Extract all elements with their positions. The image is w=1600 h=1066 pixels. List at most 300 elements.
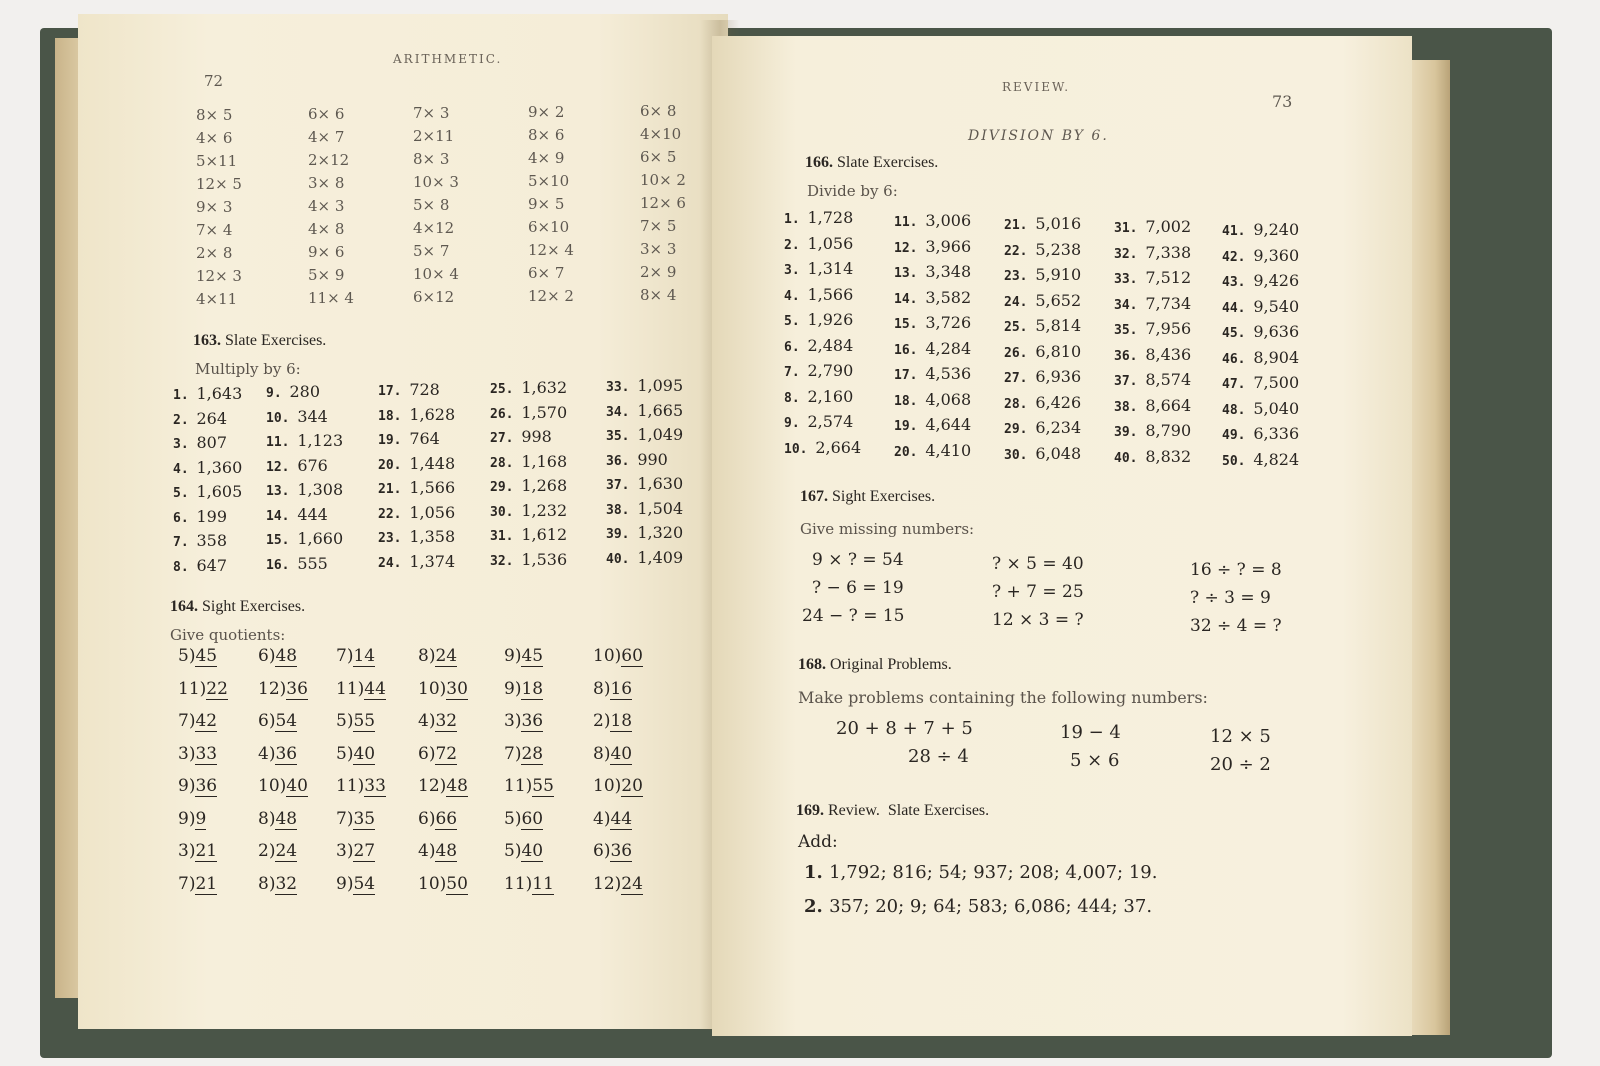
item-value: 5,814: [1035, 316, 1082, 335]
exercise-item: [266, 382, 320, 401]
section-title: Slate Exercises.: [837, 154, 939, 171]
division-problem: [593, 646, 643, 666]
item-value: 9,426: [1253, 271, 1300, 290]
item-value: 8,574: [1145, 370, 1192, 389]
section-title: Slate Exercises.: [225, 332, 327, 349]
exercise-item: [490, 452, 567, 471]
exercise-item: [1222, 424, 1299, 443]
exercise-item: [606, 523, 683, 542]
item-number: 42.: [1222, 249, 1254, 265]
item-value: 1,628: [409, 404, 456, 424]
exercise-item: [1222, 450, 1299, 469]
multiplication-fact: 2×11: [413, 127, 455, 145]
division-problem: [504, 744, 543, 764]
division-problem: [418, 776, 468, 796]
exercise-item: [266, 407, 328, 426]
item-number: 6.: [173, 510, 197, 526]
item-number: 6.: [784, 339, 808, 355]
item-value: 7,734: [1145, 293, 1192, 313]
divisor: 5): [178, 646, 196, 666]
dividend: 40: [521, 841, 544, 861]
item-value: 8,664: [1145, 395, 1192, 415]
divisor: 8): [593, 678, 611, 699]
divisor: 8): [258, 873, 276, 894]
multiplication-fact: 11× 4: [308, 289, 354, 307]
multiplication-fact: 12× 4: [528, 241, 574, 259]
exercise-item: [1004, 265, 1081, 284]
item-number: 15.: [894, 317, 926, 332]
exercise-item: [266, 456, 328, 475]
item-value: 1,504: [637, 498, 684, 518]
dividend: 20: [621, 776, 643, 796]
item-number: 24.: [378, 555, 410, 571]
exercise-item: [490, 403, 567, 422]
divisor: 6): [418, 808, 436, 829]
multiplication-fact: 5×11: [196, 152, 238, 170]
item-number: 22.: [378, 506, 410, 522]
multiplication-column: [196, 104, 242, 311]
division-problem: [258, 744, 297, 764]
multiplication-fact: 10× 4: [413, 265, 459, 283]
item-value: 1,665: [637, 400, 684, 420]
equation: 16 ÷ ? = 8: [1190, 560, 1282, 580]
exercise-item: [1114, 447, 1191, 466]
item-number: 26.: [1004, 345, 1036, 361]
multiplication-fact: 12× 5: [196, 175, 242, 193]
divisor: 2): [258, 841, 276, 861]
divisor: 7): [336, 808, 354, 829]
dividend: 54: [275, 711, 298, 731]
exercise-item: [784, 310, 853, 329]
exercise-item: [173, 531, 227, 550]
item-value: 8,790: [1145, 421, 1192, 440]
exercise-item: [173, 507, 227, 526]
equation: 12 × 3 = ?: [992, 610, 1084, 630]
multiplication-fact: 3× 3: [640, 240, 677, 258]
exercise-item: [894, 415, 971, 434]
divisor: 7): [504, 743, 522, 764]
divisor: 2): [593, 711, 611, 731]
exercise-item: [1114, 217, 1191, 236]
divisor: 8): [593, 743, 611, 764]
item-value: 4,068: [925, 389, 972, 409]
exercise-item: [784, 361, 853, 380]
dividend: 36: [195, 776, 218, 796]
item-value: 1,095: [637, 376, 684, 395]
division-problem: [418, 874, 468, 894]
dividend: 40: [610, 743, 633, 764]
division-problem: [178, 809, 206, 829]
exercise-item: [1004, 393, 1081, 412]
dividend: 27: [353, 841, 376, 861]
item-number: 38.: [606, 502, 638, 518]
item-number: 25.: [490, 382, 522, 397]
dividend: 28: [521, 743, 544, 764]
division-problem: [418, 841, 457, 861]
item-value: 1,049: [637, 425, 684, 444]
item-value: 6,810: [1035, 341, 1082, 361]
multiplication-column: [640, 100, 686, 307]
item-number: 28.: [490, 455, 522, 471]
exercise-item: [490, 378, 567, 397]
dividend: 36: [286, 678, 308, 699]
multiplication-fact: 4×11: [196, 290, 238, 308]
division-problem: [258, 711, 297, 731]
section-title: Original Problems.: [830, 656, 952, 673]
dividend: 42: [195, 711, 218, 731]
item-value: 2,484: [807, 335, 854, 355]
item-value: 5,040: [1253, 398, 1300, 418]
division-problem: [504, 874, 554, 894]
item-value: 1,314: [807, 259, 854, 278]
division-problem: [258, 809, 297, 829]
item-value: 676: [297, 455, 328, 475]
section-number: 168.: [798, 656, 826, 673]
divisor: 7): [178, 873, 196, 894]
exercise-item: [378, 552, 455, 571]
item-value: 9,540: [1253, 296, 1300, 316]
division-problem: [418, 711, 457, 731]
division-problem: [178, 646, 217, 666]
item-value: 1,374: [409, 551, 456, 571]
exercise-item: [1222, 399, 1299, 418]
expression: 19 − 4: [1060, 722, 1121, 743]
multiplication-fact: 6× 5: [640, 148, 677, 166]
section-number: 169.: [796, 802, 824, 819]
dividend: 48: [446, 776, 468, 796]
multiplication-fact: 10× 3: [413, 173, 459, 191]
divisor: 8): [418, 646, 436, 666]
section-title: Sight Exercises.: [202, 598, 306, 615]
multiplication-fact: 6× 6: [308, 105, 345, 123]
division-problem: [336, 874, 375, 894]
multiplication-column: [413, 102, 459, 309]
dividend: 72: [435, 743, 458, 764]
item-number: 37.: [606, 478, 638, 493]
item-number: 19.: [894, 419, 926, 434]
division-problem: [178, 711, 217, 731]
divisor: 11): [178, 678, 207, 699]
item-number: 43.: [1222, 275, 1254, 290]
exercise-item: [266, 480, 343, 499]
item-number: 9.: [784, 416, 808, 431]
section-164-instruction: Give quotients:: [170, 626, 286, 644]
item-value: 6,936: [1035, 367, 1082, 386]
item-number: 7.: [784, 365, 808, 380]
item-value: 1,360: [196, 457, 243, 477]
equation: ? − 6 = 19: [812, 578, 904, 598]
divisor: 10): [418, 873, 447, 894]
item-value: 2,574: [807, 412, 854, 431]
item-number: 26.: [490, 406, 522, 422]
addition-line: [804, 862, 1157, 883]
exercise-item: [1114, 421, 1191, 440]
exercise-item: [1004, 418, 1081, 437]
item-value: 1,632: [521, 378, 568, 397]
item-number: 35.: [606, 429, 638, 444]
item-number: 1.: [784, 212, 808, 227]
item-number: 34.: [606, 404, 638, 420]
exercise-item: [1222, 322, 1299, 341]
exercise-item: [606, 450, 668, 469]
item-value: 280: [289, 382, 321, 401]
exercise-item: [1114, 243, 1191, 262]
item-value: 1,168: [521, 451, 568, 471]
multiplication-fact: 4× 9: [528, 149, 565, 167]
item-number: 3.: [784, 263, 808, 278]
item-number: 16.: [266, 557, 298, 573]
exercise-item: [173, 384, 242, 403]
page-number: 73: [1272, 92, 1293, 111]
section-167-heading: [800, 488, 935, 506]
exercise-item: [490, 550, 567, 569]
exercise-item: [1222, 271, 1299, 290]
section-title: Sight Exercises.: [832, 488, 936, 505]
equation: ? ÷ 3 = 9: [1190, 588, 1271, 608]
dividend: 24: [435, 646, 458, 666]
item-number: 17.: [378, 384, 410, 399]
item-value: 998: [521, 427, 552, 446]
item-value: 7,338: [1145, 242, 1192, 262]
multiplication-fact: 6× 8: [640, 102, 677, 120]
equation: 24 − ? = 15: [802, 606, 905, 626]
dividend: 21: [195, 841, 218, 861]
division-problem: [178, 841, 217, 861]
item-value: 647: [196, 555, 228, 575]
exercise-item: [378, 429, 440, 448]
item-value: 764: [409, 429, 440, 448]
item-value: 1,123: [297, 431, 344, 450]
addition-line: [804, 896, 1152, 917]
item-number: 12.: [266, 459, 298, 475]
section-166-instruction: Divide by 6:: [807, 182, 898, 200]
item-value: 1,232: [521, 500, 568, 520]
item-value: 1,409: [637, 547, 684, 567]
item-number: 35.: [1114, 323, 1146, 338]
dividend: 18: [521, 678, 544, 699]
item-number: 13.: [266, 484, 298, 499]
section-number: 163.: [193, 332, 221, 349]
exercise-item: [894, 390, 971, 409]
item-number: 28.: [1004, 396, 1036, 412]
exercise-item: [1004, 444, 1081, 463]
division-problem: [258, 679, 308, 699]
dividend: 60: [621, 646, 643, 666]
item-number: 44.: [1222, 300, 1254, 316]
section-number: 166.: [805, 154, 833, 171]
exercise-item: [894, 441, 971, 460]
equation: ? × 5 = 40: [992, 554, 1084, 574]
dividend: 40: [286, 776, 308, 796]
item-value: 8,832: [1145, 446, 1192, 466]
dividend: 36: [275, 743, 298, 764]
divisor: 9): [336, 873, 354, 894]
exercise-item: [894, 237, 971, 256]
equation: 32 ÷ 4 = ?: [1190, 616, 1282, 636]
item-number: 32.: [490, 553, 522, 569]
division-problem: [258, 874, 297, 894]
multiplication-fact: 5× 9: [308, 266, 345, 284]
item-number: 11.: [894, 215, 926, 230]
divisor: 10): [258, 776, 287, 796]
multiplication-fact: 4×10: [640, 125, 682, 143]
item-number: 21.: [1004, 218, 1036, 233]
exercise-item: [378, 454, 455, 473]
exercise-item: [173, 556, 227, 575]
item-value: 807: [196, 433, 228, 452]
item-value: 264: [196, 408, 228, 428]
item-number: 41.: [1222, 224, 1254, 239]
item-number: 40.: [1114, 450, 1146, 466]
dividend: 35: [353, 808, 376, 829]
multiplication-fact: 8× 4: [640, 286, 677, 304]
exercise-item: [1004, 214, 1081, 233]
exercise-item: [490, 525, 567, 544]
multiplication-fact: 7× 4: [196, 221, 233, 239]
item-number: 15.: [266, 533, 298, 548]
item-number: 38.: [1114, 399, 1146, 415]
exercise-item: [1114, 319, 1191, 338]
division-problem: [336, 841, 375, 861]
exercise-item: [784, 438, 861, 457]
division-problem: [178, 874, 217, 894]
dividend: 32: [435, 711, 458, 731]
multiplication-fact: 6×10: [528, 218, 570, 236]
multiplication-fact: 12× 3: [196, 267, 242, 285]
divisor: 7): [178, 711, 196, 731]
multiplication-fact: 3× 8: [308, 174, 345, 192]
item-number: 5.: [173, 486, 197, 501]
dividend: 54: [353, 873, 376, 894]
item-value: 1,056: [807, 233, 854, 253]
division-problem: [418, 809, 457, 829]
item-value: 1,358: [409, 527, 456, 546]
item-value: 2,160: [807, 386, 854, 406]
dividend: 11: [532, 873, 554, 894]
dividend: 33: [195, 743, 218, 764]
item-number: 1.: [804, 862, 830, 883]
item-value: 3,348: [925, 262, 972, 281]
item-number: 10.: [784, 441, 816, 457]
divisor: 6): [418, 743, 436, 764]
item-number: 36.: [1114, 348, 1146, 364]
divisor: 12): [258, 678, 287, 699]
item-value: 4,284: [925, 338, 972, 358]
item-number: 12.: [894, 240, 926, 256]
dividend: 45: [521, 646, 544, 666]
division-problem: [593, 744, 632, 764]
item-value: 6,048: [1035, 443, 1082, 463]
multiplication-fact: 9× 6: [308, 243, 345, 261]
item-number: 9.: [266, 386, 290, 401]
section-164-heading: [170, 598, 305, 616]
division-problem: [336, 809, 375, 829]
divisor: 11): [336, 678, 365, 699]
item-number: 20.: [378, 457, 410, 473]
item-value: 1,630: [637, 474, 684, 493]
exercise-item: [1114, 294, 1191, 313]
exercise-item: [606, 425, 683, 444]
exercise-item: [1222, 348, 1299, 367]
multiplication-fact: 12× 6: [640, 194, 686, 212]
item-number: 14.: [894, 291, 926, 307]
item-number: 23.: [378, 531, 410, 546]
item-number: 47.: [1222, 377, 1254, 392]
exercise-item: [378, 478, 455, 497]
page-title: DIVISION BY 6.: [968, 128, 1109, 144]
section-number: 167.: [800, 488, 828, 505]
exercise-item: [784, 259, 853, 278]
dividend: 50: [446, 873, 468, 894]
divisor: 10): [418, 678, 447, 699]
section-number: 164.: [170, 598, 198, 615]
dividend: 44: [364, 678, 386, 699]
exercise-item: [1114, 396, 1191, 415]
dividend: 66: [435, 808, 458, 829]
item-value: 1,612: [521, 525, 568, 544]
division-problem: [258, 646, 297, 666]
item-value: 5,016: [1035, 214, 1082, 233]
exercise-item: [894, 262, 971, 281]
exercise-item: [173, 433, 227, 452]
equation: ? + 7 = 25: [992, 582, 1084, 602]
item-value: 1,320: [637, 523, 684, 542]
exercise-item: [894, 339, 971, 358]
item-value: 1,643: [196, 384, 243, 403]
item-value: 1,605: [196, 482, 243, 501]
divisor: 6): [258, 711, 276, 731]
exercise-item: [1222, 246, 1299, 265]
division-problem: [504, 679, 543, 699]
divisor: 8): [258, 808, 276, 829]
item-value: 1,660: [297, 529, 344, 548]
item-number: 23.: [1004, 269, 1036, 284]
item-value: 2,664: [815, 437, 862, 457]
division-problem: [258, 841, 297, 861]
item-number: 30.: [1004, 447, 1036, 463]
item-number: 30.: [490, 504, 522, 520]
item-number: 1.: [173, 388, 197, 403]
left-page: [78, 14, 728, 1029]
divisor: 3): [178, 841, 196, 861]
equation: 9 × ? = 54: [812, 550, 904, 570]
item-number: 39.: [606, 527, 638, 542]
dividend: 18: [610, 711, 633, 731]
exercise-item: [784, 412, 853, 431]
exercise-item: [266, 529, 343, 548]
exercise-item: [266, 431, 343, 450]
item-number: 11.: [266, 435, 298, 450]
dividend: 36: [610, 841, 633, 861]
multiplication-fact: 4× 8: [308, 220, 345, 238]
divisor: 5): [336, 743, 354, 764]
item-value: 1,448: [409, 453, 456, 473]
multiplication-fact: 5× 7: [413, 242, 450, 260]
divisor: 10): [593, 646, 622, 666]
item-number: 16.: [894, 342, 926, 358]
item-number: 4.: [173, 461, 197, 477]
multiplication-fact: 8× 5: [196, 106, 233, 124]
divisor: 11): [336, 776, 365, 796]
dividend: 44: [610, 808, 633, 829]
exercise-item: [606, 548, 683, 567]
divisor: 5): [336, 711, 354, 731]
exercise-item: [606, 401, 683, 420]
divisor: 3): [178, 743, 196, 764]
exercise-item: [490, 501, 567, 520]
item-number: 33.: [606, 380, 638, 395]
exercise-item: [606, 474, 683, 493]
